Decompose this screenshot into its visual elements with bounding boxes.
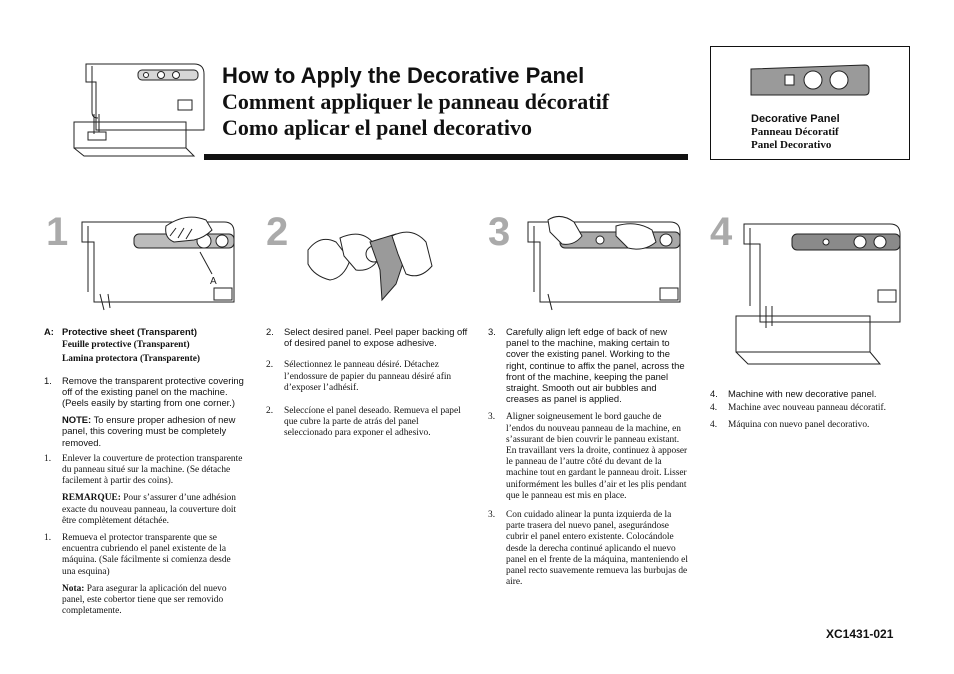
callout-a-french: Feuille protective (Transparent)	[62, 340, 190, 351]
step2-french: Sélectionnez le panneau désiré. Détachez l’endossure de papier du panneau désiré afin d’exposer l’adhésif.	[284, 360, 452, 393]
title-rule	[204, 154, 688, 160]
step1-note-label-english: NOTE:	[62, 414, 92, 426]
title-spanish: Como aplicar el panel decorativo	[222, 115, 532, 140]
callout-a-spanish: Lamina protectora (Transparente)	[62, 354, 201, 365]
step4-illustration	[730, 212, 910, 372]
step2-illustration	[300, 220, 440, 304]
step2-spanish: Seleccíone el panel deseado. Remueva el papel que cubre la parte de atrás del panel seleccionado para exponer el adhesivo.	[284, 406, 461, 439]
title-french: Comment appliquer le panneau décoratif	[222, 89, 610, 114]
step2-text-column: 2. Select desired panel. Peel paper backing off of desired panel to expose adhesive. 2. Sélectionnez le panneau désiré. Détachez l’endossure de papier du panneau désiré afin d’exposer l’adhésif. 2. Seleccíone el panel deseado. Remueva el papel que cubre la parte de atrás del panel seleccionado para exponer el adhesivo.	[266, 326, 468, 439]
step4-english: Machine with new decorative panel.	[728, 388, 877, 399]
step1-note-label-french: REMARQUE:	[62, 493, 121, 504]
step4-spanish: Máquina con nuevo panel decorativo.	[728, 420, 870, 431]
sewing-machine-illustration	[66, 52, 216, 164]
step1-note-english: To ensure proper adhesion of new panel, this covering must be completely removed.	[62, 414, 236, 448]
step4-text-column: 4. Machine with new decorative panel. 4. Machine avec nouveau panneau décoratif. 4. Máquina con nuevo panel decorativo.	[710, 388, 886, 431]
step3-illustration	[520, 212, 692, 312]
panel-label-english: Decorative Panel	[751, 113, 840, 125]
step-number-2: 2	[266, 210, 289, 254]
step1-note-label-spanish: Nota:	[62, 583, 85, 594]
step-number-3: 3	[488, 210, 511, 254]
document-code: XC1431-021	[826, 627, 894, 641]
step1-note-french: Pour s’assurer d’une adhésion exacte du nouveau panneau, la couverture doit être complètement détachée.	[62, 493, 237, 526]
step1-french: Enlever la couverture de protection transparente du panneau situé sur la machine. (Se détache facilement à partir des coins).	[62, 453, 243, 487]
step3-text-column: 3. Carefully align left edge of back of new panel to the machine, making certain to cover the existing panel. Working to the right, continue to affix the panel, across the front of the machine, keeping the panel straight. Smooth out air bubbles and creases as panel is applied. 3. Aligner soigneusement le bord gauche de l’endos du nouveau panneau de la machine, en s’assurant de bien couvrir le panneau existant. En travaillant vers la droite, continuez à apposer le panneau de l’autre côté du devant de la machine tout en gardant le panneau droit. Lisser uniformément les bulles d’air et les plis pendant que le panneau est mis en place. 3. Con cuidado alinear la punta izquierda de la parte trasera del nuevo panel, asegurándose cubrir el panel entero existente. Colocándole desde la derecha continué aplicando el nuevo panel en el frente de la máquina, manteniendo el panel recto suavemente remueva las burbujas de aire.	[488, 326, 688, 588]
step4-french: Machine avec nouveau panneau décoratif.	[728, 403, 886, 414]
callout-a-english: Protective sheet (Transparent)	[62, 326, 197, 337]
step1-english: Remove the transparent protective covering off of the existing panel on the machine. (Peels easily by starting from one corner.)	[62, 374, 244, 409]
step1-illustration	[74, 212, 246, 312]
panel-label-spanish: Panel Decorativo	[751, 139, 832, 151]
title-english: How to Apply the Decorative Panel	[222, 63, 585, 88]
step3-english: Carefully align left edge of back of new panel to the machine, making certain to cover the existing panel. Working to the right, continue to affix the panel, across the front of the machine, keeping the panel straight. Smooth out air bubbles and creases as panel is applied.	[506, 326, 685, 405]
step3-spanish: Con cuidado alinear la punta izquierda de la parte trasera del nuevo panel, asegurándose cubrir el panel entero existente. Colocándole desde la derecha continué aplicando el nuevo panel en el frente de la máquina, manteniendo el panel recto suavemente remueva las burbujas de aire.	[506, 510, 688, 588]
step1-note-spanish: Para asegurar la aplicación del nuevo panel, este cobertor tiene que ser removido completamente.	[62, 583, 227, 617]
callout-a-key: A:	[44, 326, 54, 337]
step3-french: Aligner soigneusement le bord gauche de l’endos du nouveau panneau de la machine, en s’assurant de bien couvrir le panneau existant. En travaillant vers la droite, continuez à apposer le panneau de l’autre côté du devant de la machine tout en gardant le panneau droit. Lisser uniformément les bulles d’air et les plis pendant que le panneau est mis en place.	[506, 412, 688, 501]
decorative-panel-box	[710, 46, 910, 160]
decorative-panel-illustration	[747, 63, 871, 97]
step-number-4: 4	[710, 210, 733, 254]
step-number-1: 1	[46, 210, 69, 254]
step1-text-column: A: Protective sheet (Transparent) Feuille protective (Transparent) Lamina protectora (Transparente) 1. Remove the transparent protective covering off of the existing panel on the machine. (Peels easily by starting from one corner.) NOTE: To ensure proper adhesion of new panel, this covering must be completely removed. 1. Enlever la couverture de protection transparente du panneau situé sur la machine. (Se détache facilement à partir des coins). REMARQUE: Pour s’assurer d’une adhésion exacte du nouveau panneau, la couverture doit être complètement détachée. 1. Remueva el protector transparente que se encuentra cubriendo el panel existente de la máquina. (Sale fácilmente si comienza desde una esquina) Nota: Para asegurar la aplicación del nuevo panel, este cobertor tiene que ser removido completamente.	[44, 326, 246, 623]
step2-english: Select desired panel. Peel paper backing off of desired panel to expose adhesive.	[284, 326, 468, 349]
panel-label-french: Panneau Décoratif	[751, 126, 839, 138]
step1-spanish: Remueva el protector transparente que se encuentra cubriendo el panel existente de la máquina. (Sale fácilmente si comienza desde una esquina)	[62, 533, 231, 577]
callout-a-label: A	[210, 276, 217, 287]
